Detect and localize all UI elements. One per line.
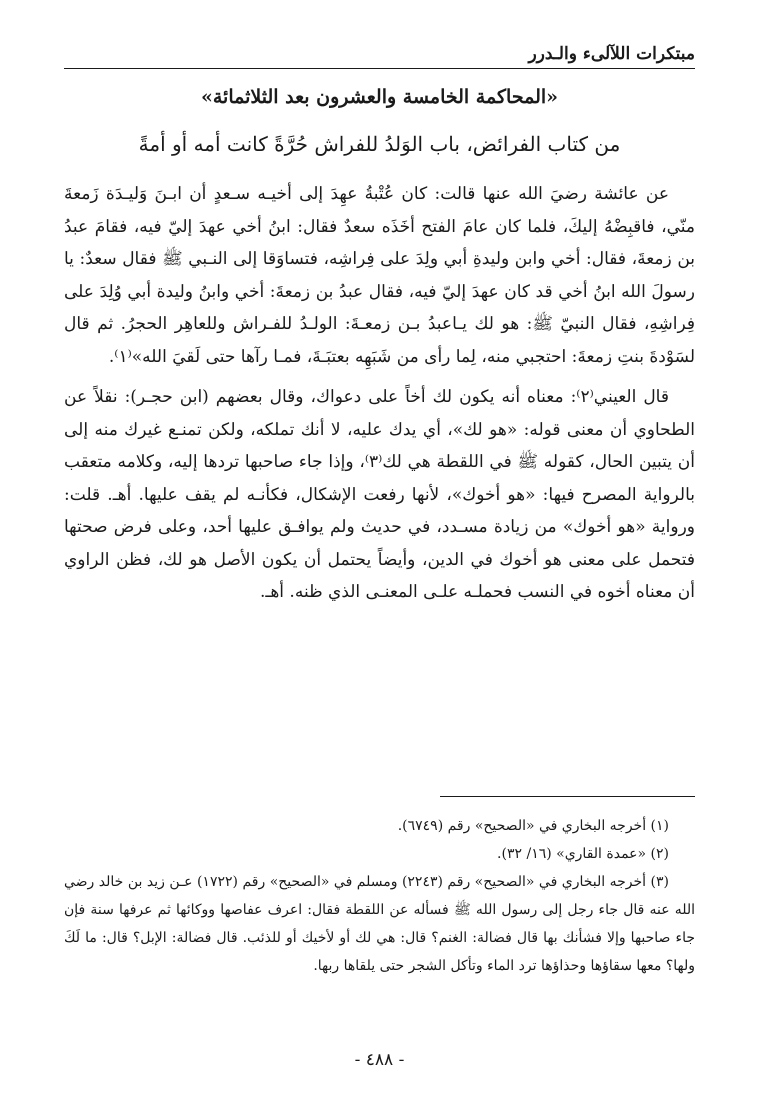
- footnote-1: (١) أخرجه البخاري في «الصحيح» رقم (٦٧٤٩).: [397, 818, 669, 834]
- footnotes: [64, 812, 695, 980]
- footnote-3: (٣) أخرجه البخاري في «الصحيح» رقم (٢٢٤٣) ومسلم في «الصحيح» رقم (١٧٢٢) عـن زيد بن خالد رضي الله عنه قال جاء رجل إلى رسول الله ﷺ فسأله عن اللقطة فقال: اعرف عفاصها ووكائها ثم عرفها سنة فإن جاء صاحبها وإلا فشأنك بها قال فضالة: الغنم؟ قال: هي لك أو لأخيك أو للذئب. قال فضالة: الإبل؟ قال: ما لَكَ ولها؟ معها سقاؤها وحذاؤها ترد الماء وتأكل الشجر حتى يلقاها ربها.: [64, 874, 695, 974]
- footnote-2: (٢) «عمدة القاري» (١٦/ ٣٢).: [497, 846, 669, 862]
- footnote-separator: [440, 796, 695, 797]
- page-number: - ٤٨٨ -: [354, 1050, 405, 1070]
- body-paragraph-commentary: قال العيني⁽٢⁾: معناه أنه يكون لك أخاً على دعواك، وقال بعضهم (ابن حجـر): نقلاً عن الطحاوي أن معنى قوله: «هو لك»، أي يدك عليه، لا أنك تملكه، ولكن تمنـع غيرك منه إلى أن يتبين الحال، كقوله ﷺ في اللقطة هي لك⁽٣⁾، وإذا جاء صاحبها تردها إليه، وكلامه متعقب بالرواية المصرح فيها: «هو أخوك»، لأنها رفعت الإشكال، فكأنـه لم يقف عليها. أهـ. قلت: ورواية «هو أخوك» من زيادة مسـدد، في حديث ولم يوافـق عليها أحد، وعلى فرض صحتها فتحمل على معنى هو أخوك في الدين، وأيضاً يحتمل أن يكون الأصل هو لك، فظن الراوي أن معناه أخوه في النسب فحملـه علـى المعنـى الذي ظنه. أهـ.: [64, 387, 695, 602]
- body-text: [64, 178, 695, 609]
- body-paragraph-hadith: عن عائشة رضيَ الله عنها قالت: كان عُتْبةُ عهِدَ إلى أخيـه سـعدٍ أن ابـنَ وَليـدَة زَمعةَ منّي، فاقبِضْهُ إليكَ، فلما كان عامَ الفتح أخَذَه سعدٌ فقال: ابنُ أخي عهدَ إليّ فيه، فقامَ عبدُ بن زمعةَ، فقال: أخي وابن وليدةِ أبي ولِدَ على فِراشِه، فتساوَقا إلى النـبي ﷺ فقال سعدٌ: يا رسولَ الله ابنُ أخي قد كان عهدَ إليّ فيه، فقال عبدُ بن زمعةَ: أخي وابنُ وليدة أبي وُلِدَ على فِراشِهِ، فقال النبيّ ﷺ: هو لك يـاعبدُ بـن زمعـةَ: الولـدُ للفـراش وللعاهِر الحجرُ. ثم قال لسَوْدةَ بنتِ زمعةَ: احتجبي منه، لِما رأى من شَبَهِه بعتبَـةَ، فمـا رآها حتى لَقيَ الله»⁽١⁾.: [64, 184, 695, 367]
- running-header: [64, 38, 695, 69]
- chapter-title: من كتاب الفرائض، باب الوَلدُ للفراش حُرَّةً كانت أمه أو أمةً: [138, 132, 621, 156]
- running-title: مبتكرات اللآلىء والـدرر: [528, 44, 695, 64]
- section-title: «المحاكمة الخامسة والعشرون بعد الثلاثمائة»: [200, 86, 559, 108]
